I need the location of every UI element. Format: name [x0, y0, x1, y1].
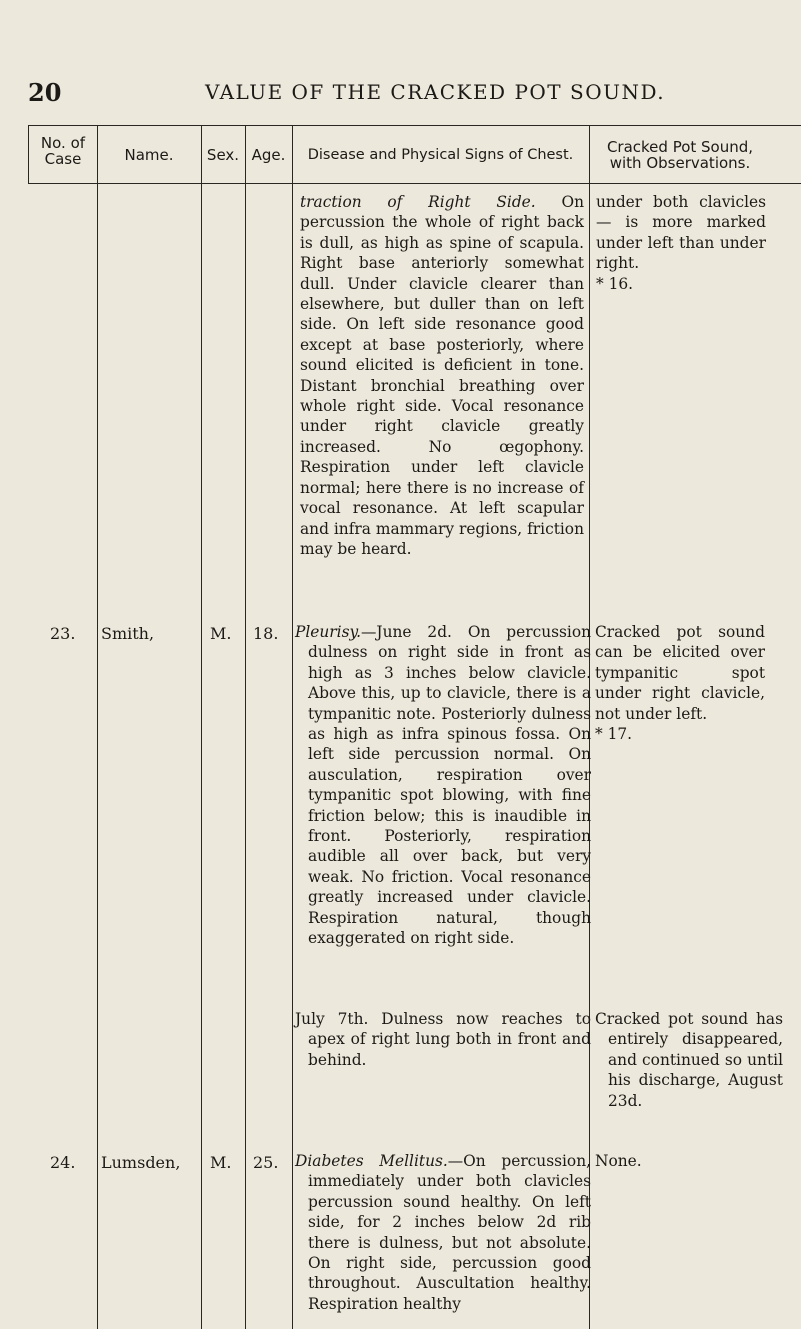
col-divider-2 [201, 125, 202, 1329]
running-head: VALUE OF THE CRACKED POT SOUND. [205, 80, 666, 104]
col-header-sex: Sex. [206, 146, 240, 164]
footnote-ref-17: * 17. [595, 725, 633, 744]
col-header-no: No. of Case [40, 134, 86, 168]
footnote-ref-16: * 16. [596, 274, 634, 293]
case-23-cracked-pot-followup: Cracked pot sound has entirely disappeared, and continued so until his discharge, August 23d. [595, 1010, 783, 1110]
continuation-disease-text: On percussion the whole of right back is dull, as high as spine of scapula. Right base anteriorly somewhat dull. Under clavicle clearer than elsewhere, but duller than on left side. On left side resonance good except at base posteriorly, where sound elicited is deficient in tone. Distant bronchial breathing over whole right side. Vocal resonance under right clavicle greatly increased. No œgophony. Respiration under left clavicle normal; here there is no increase of vocal resonance. At left scapular and infra mammary regions, friction may be heard. [300, 193, 584, 558]
table-left-border [28, 125, 29, 183]
header-bottom-rule [28, 183, 801, 184]
case-23-disease [295, 622, 591, 949]
case-24-cracked-pot: None. [595, 1152, 642, 1170]
continuation-cracked-pot-text: under both clavicles — is more marked under left than under right. [596, 193, 766, 273]
col-header-name: Name. [124, 146, 174, 164]
continuation-disease-title: traction of Right Side. [300, 193, 536, 211]
page-header [0, 78, 801, 114]
continuation-disease [300, 192, 584, 559]
case-23-cracked-pot-text: Cracked pot sound can be elicited over tympanitic spot under right clavicle, not under left. [595, 623, 765, 723]
case-23-number: 23. [50, 624, 76, 643]
table-top-rule [28, 125, 801, 126]
case-23-sex: M. [210, 624, 232, 643]
case-24-disease [295, 1151, 591, 1314]
col-divider-3 [245, 125, 246, 1329]
case-24-disease-title: Diabetes Mellitus. [295, 1152, 448, 1170]
case-23-name: Smith, [101, 624, 155, 643]
case-24-number: 24. [50, 1153, 76, 1172]
case-24-age: 25. [253, 1153, 279, 1172]
case-24-sex: M. [210, 1153, 232, 1172]
col-divider-4 [292, 125, 293, 1329]
case-24-name: Lumsden, [101, 1153, 181, 1172]
page-number: 20 [28, 78, 62, 107]
case-23-age: 18. [253, 624, 279, 643]
case-23-cracked-pot [595, 622, 765, 744]
col-divider-1 [97, 125, 98, 1329]
case-23-disease-title: Pleurisy. [295, 623, 362, 641]
col-header-disease: Disease and Physical Signs of Chest. [307, 147, 574, 163]
continuation-cracked-pot [596, 192, 766, 294]
col-header-age: Age. [251, 146, 286, 164]
col-header-cracked-pot: Cracked Pot Sound, with Observations. [606, 138, 754, 172]
case-23-disease-followup: July 7th. Dulness now reaches to apex of right lung both in front and behind. [295, 1010, 591, 1069]
case-24-disease-text: —On percussion, immediately under both clavicles percussion sound healthy. On left side, for 2 inches below 2d rib there is dulness, but not absolute. On right side, percussion good throughout. Auscultation healthy. Respiration healthy [308, 1152, 591, 1313]
case-23-disease-text: —June 2d. On percussion dulness on right side in front as high as 3 inches below clavicle. Above this, up to clavicle, there is a tympanitic note. Posteriorly dulness as high as infra spinous fossa. On left side percussion normal. On ausculation, respiration over tympanitic spot blowing, with fine friction below; this is inaudible in front. Posteriorly, respiration audible all over back, but very weak. No friction. Vocal resonance greatly increased under clavicle. Respiration natural, though exaggerated on right side. [308, 623, 591, 948]
